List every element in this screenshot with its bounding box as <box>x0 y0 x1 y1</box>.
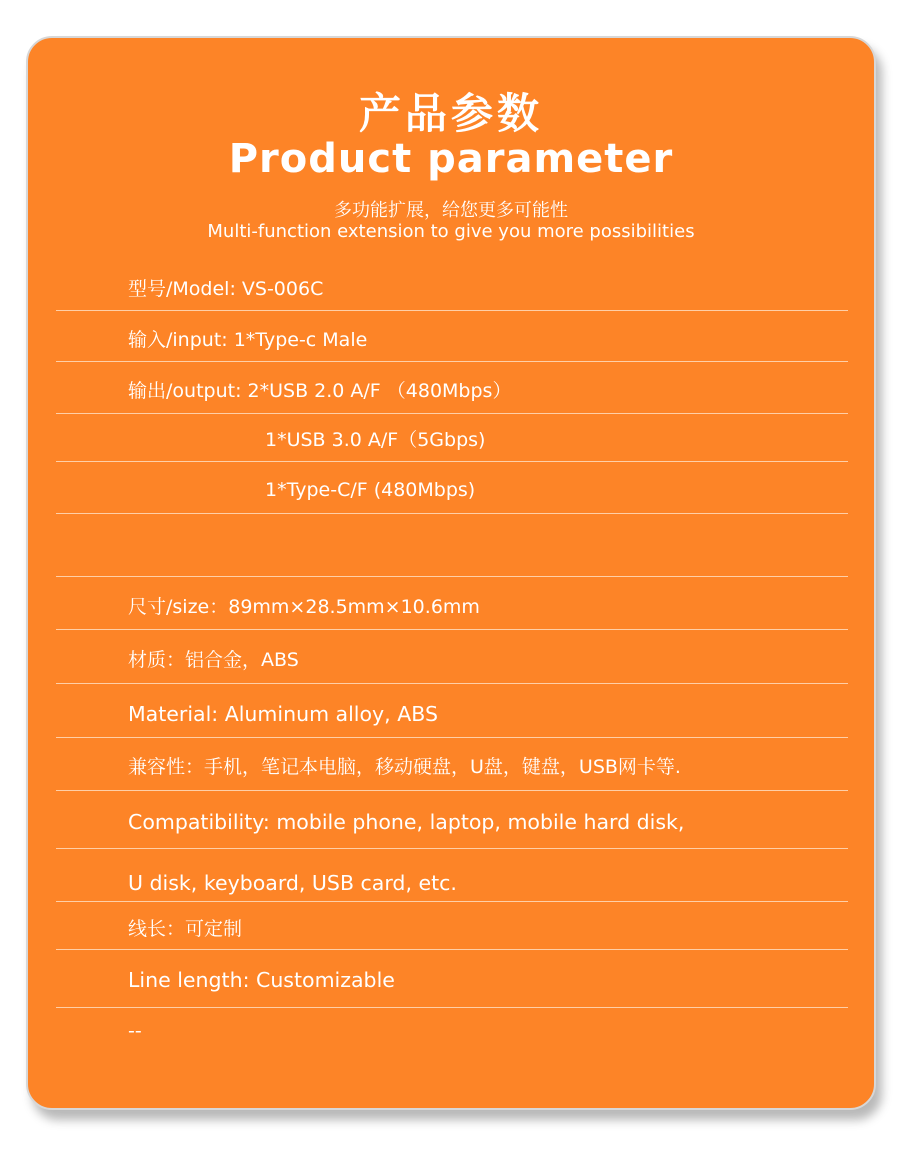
divider <box>56 949 848 950</box>
divider <box>56 310 848 311</box>
param-compatibility-cn: 兼容性：手机，笔记本电脑，移动硬盘，U盘，键盘，USB网卡等. <box>128 756 681 778</box>
param-model: 型号/Model: VS-006C <box>128 278 324 300</box>
divider <box>56 361 848 362</box>
param-material-cn: 材质：铝合金，ABS <box>128 649 299 671</box>
param-dash: -- <box>128 1020 142 1042</box>
divider <box>56 901 848 902</box>
divider <box>56 576 848 577</box>
title-english: Product parameter <box>228 136 674 182</box>
param-output-1: 输出/output: 2*USB 2.0 A/F （480Mbps） <box>128 380 512 402</box>
param-output-2: 1*USB 3.0 A/F（5Gbps) <box>265 429 486 451</box>
divider <box>56 848 848 849</box>
param-output-3: 1*Type-C/F (480Mbps) <box>265 479 476 501</box>
divider <box>56 1007 848 1008</box>
divider <box>56 790 848 791</box>
divider <box>56 461 848 462</box>
divider <box>56 683 848 684</box>
subtitle-english: Multi-function extension to give you more possibilities <box>207 221 695 242</box>
param-material-en: Material: Aluminum alloy, ABS <box>128 702 438 726</box>
param-length-en: Line length: Customizable <box>128 968 395 992</box>
title-chinese: 产品参数 <box>358 89 543 138</box>
divider <box>56 629 848 630</box>
param-input: 输入/input: 1*Type-c Male <box>128 329 368 351</box>
divider <box>56 413 848 414</box>
product-parameter-card <box>26 36 876 1110</box>
subtitle-chinese: 多功能扩展，给您更多可能性 <box>334 200 568 221</box>
param-compatibility-en-2: U disk, keyboard, USB card, etc. <box>128 871 457 895</box>
param-length-cn: 线长：可定制 <box>128 918 243 940</box>
divider <box>56 737 848 738</box>
param-size: 尺寸/size：89mm×28.5mm×10.6mm <box>128 596 480 618</box>
param-compatibility-en-1: Compatibility: mobile phone, laptop, mobile hard disk, <box>128 810 685 834</box>
divider <box>56 513 848 514</box>
